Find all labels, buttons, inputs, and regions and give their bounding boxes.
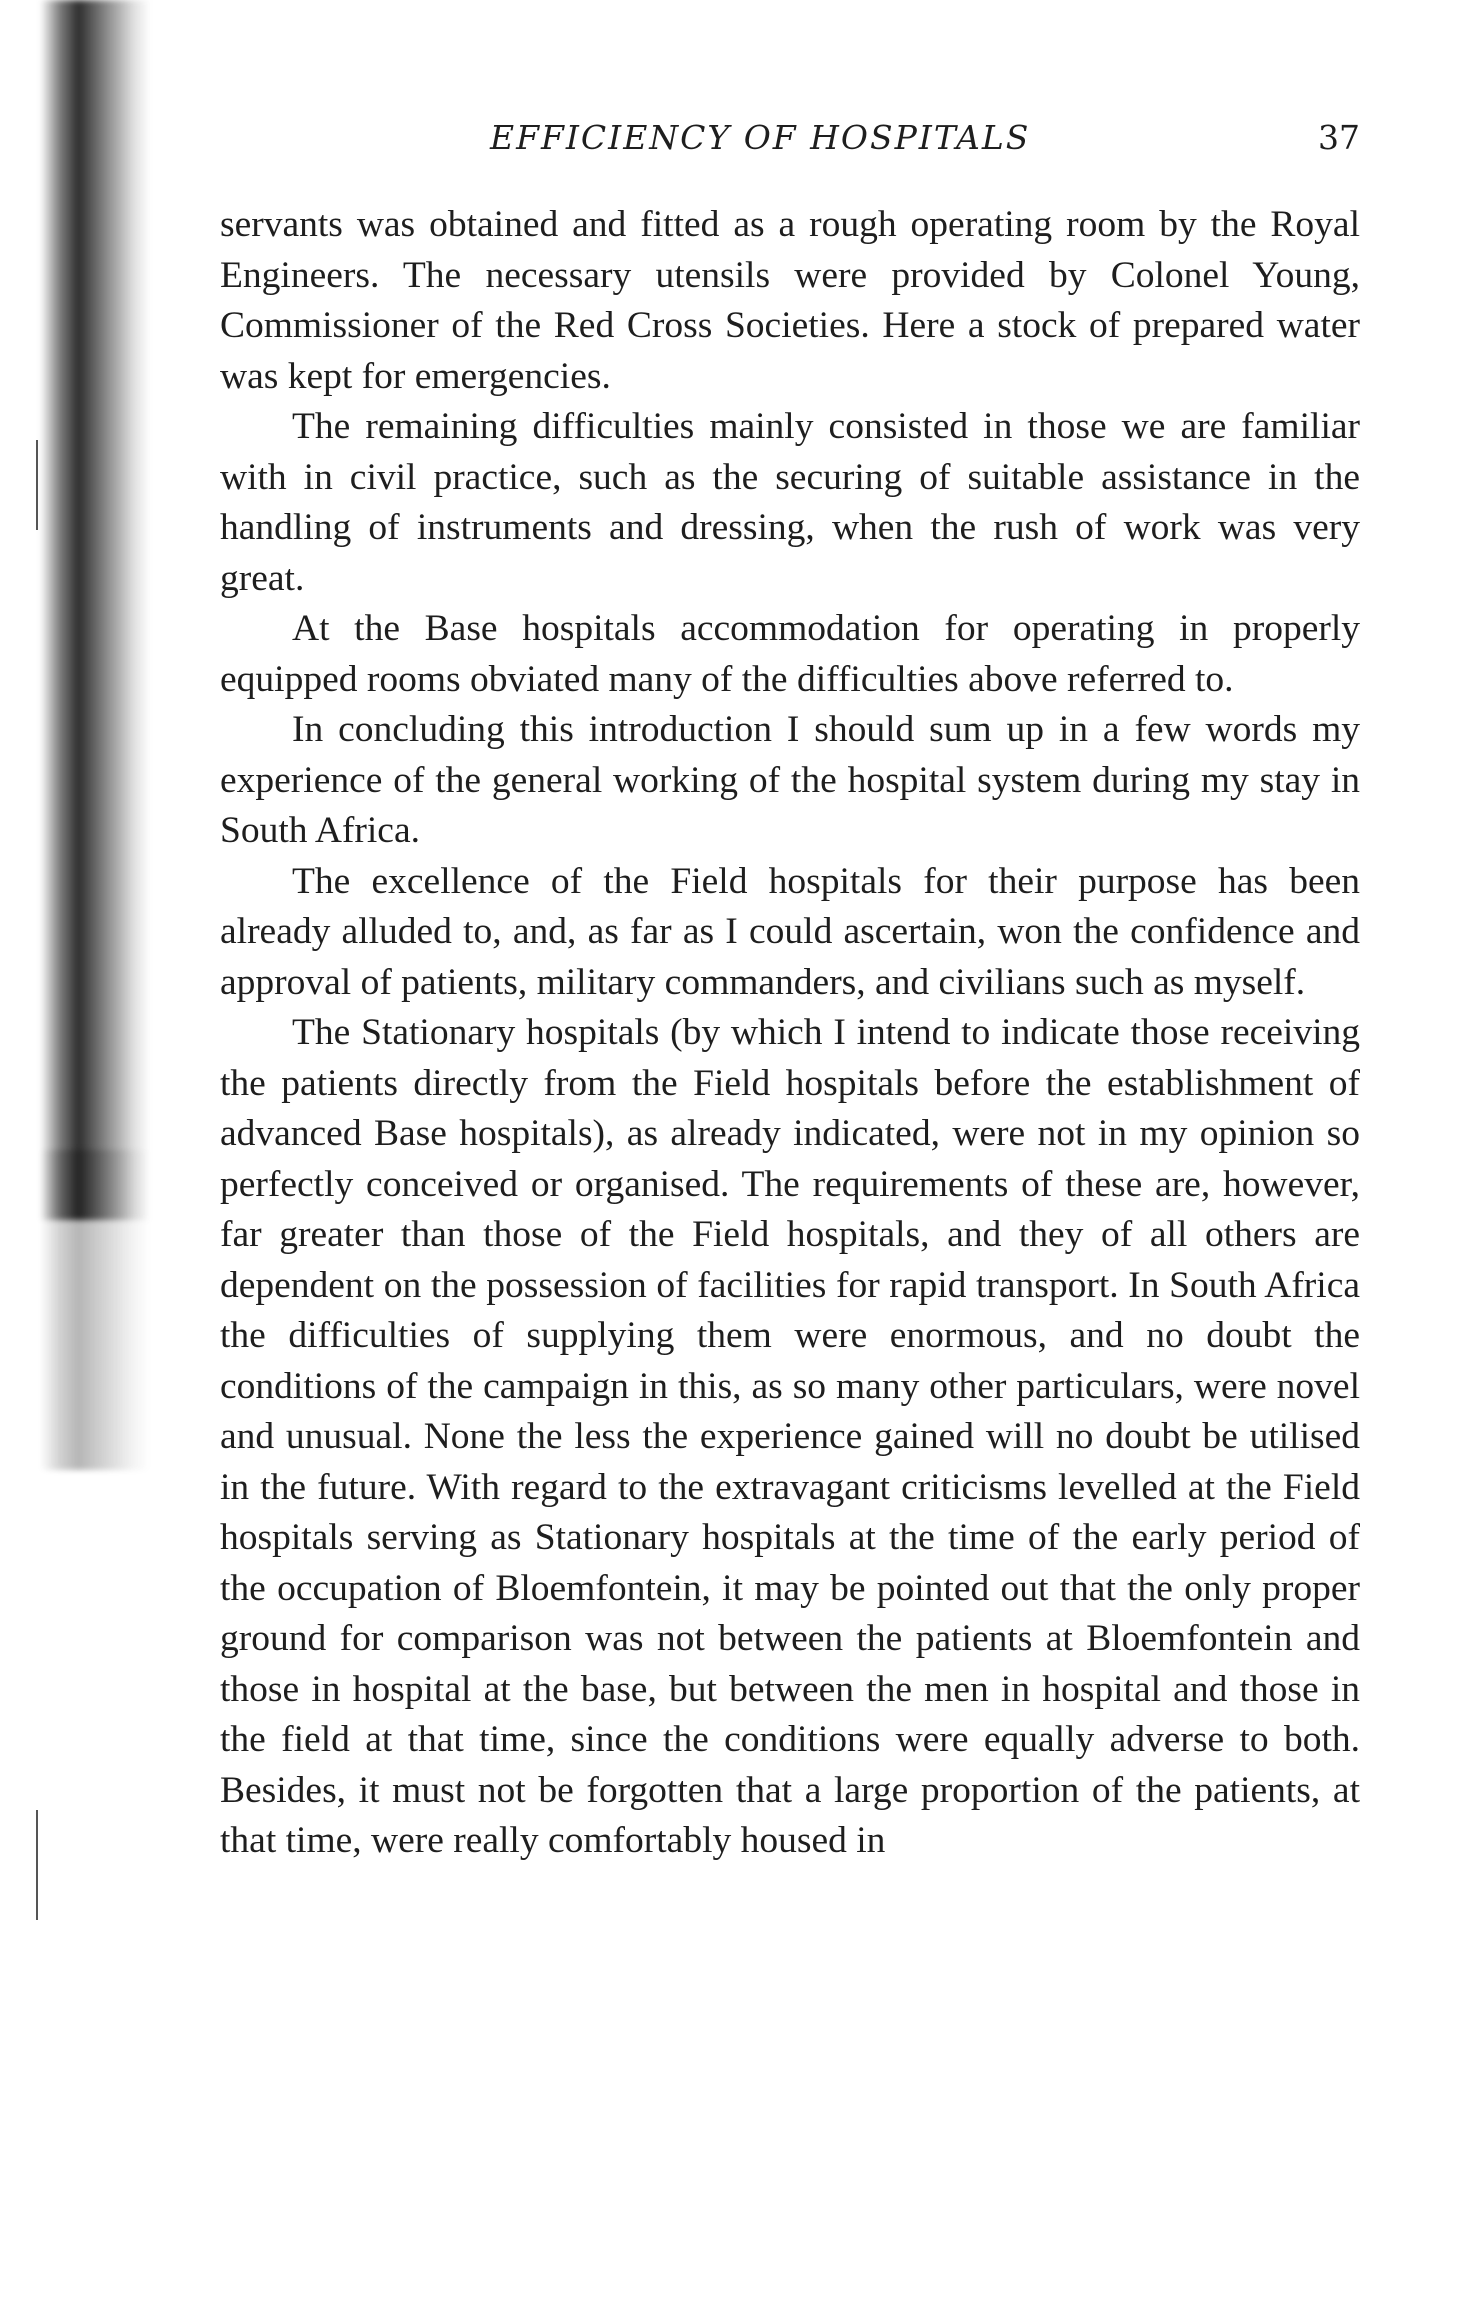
page-gutter-shadow <box>40 0 150 1220</box>
body-text <box>220 200 1360 1867</box>
paragraph: At the Base hospitals accommodation for operating in properly equipped rooms obviated many of the difficulties above referred to. <box>220 608 1360 700</box>
paragraph: servants was obtained and fitted as a rough operating room by the Royal Engineers. The necessary utensils were provided by Colonel Young, Commissioner of the Red Cross Societies. Here a stock of prepared water was kept for emergencies. <box>220 204 1360 397</box>
page-header <box>220 118 1360 168</box>
page-number: 37 <box>1318 118 1360 157</box>
margin-mark <box>36 440 38 530</box>
paragraph: In concluding this introduction I should sum up in a few words my experience of the general working of the hospital system during my stay in South Africa. <box>220 709 1360 851</box>
paragraph: The Stationary hospitals (by which I intend to indicate those receiving the patients directly from the Field hospitals before the establishment of advanced Base hospitals), as already indicated, were not in my opinion so perfectly conceived or organised. The requirements of these are, however, far greater than those of the Field hospitals, and they of all others are dependent on the possession of facilities for rapid transport. In South Africa the difficulties of supplying them were enormous, and no doubt the conditions of the campaign in this, as so many other particulars, were novel and unusual. None the less the experience gained will no doubt be utilised in the future. With regard to the extravagant criticisms levelled at the Field hospitals serving as Stationary hospitals at the time of the early period of the occupation of Bloemfontein, it may be pointed out that the only proper ground for comparison was not between the patients at Bloemfontein and those in hospital at the base, but between the men in hospital and those in the field at that time, since the conditions were equally adverse to both. Besides, it must not be forgotten that a large proportion of the patients, at that time, were really comfortably housed in <box>220 1012 1360 1861</box>
running-head: EFFICIENCY OF HOSPITALS <box>490 118 1031 157</box>
paragraph: The excellence of the Field hospitals for their purpose has been already alluded to, and, as far as I could ascertain, won the confidence and approval of patients, military commanders, and civilians such as myself. <box>220 860 1360 1003</box>
page-gutter-shadow-lower <box>40 1150 150 1470</box>
paragraph: The remaining difficulties mainly consisted in those we are familiar with in civil practice, such as the securing of suitable assistance in the handling of instruments and dressing, when the rush of work was very great. <box>220 406 1360 599</box>
margin-mark <box>36 1810 38 1920</box>
